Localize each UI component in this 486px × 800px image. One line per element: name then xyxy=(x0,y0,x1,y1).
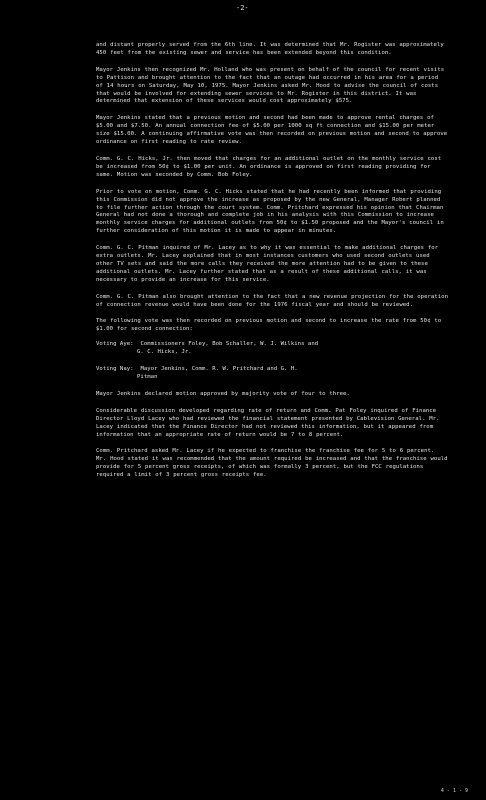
paragraph: The following vote was then recorded on previous motion and second to increase the rate from 50¢ to $1.00 for second connection: xyxy=(96,318,442,333)
vote-names: Commissioners Foley, Bob Schaller, W. J. Wilkins and G. C. Hicks, Jr. xyxy=(137,341,319,356)
paragraph: Comm. G. C. Hicks, Jr. then moved that charges for an additional outlet on the monthly service cost be increased from 50¢ to $1.00 per unit. An ordinance is approved on first reading providing for same. Motion was seconded by Comm. Bob Foley. xyxy=(96,155,442,178)
paragraph: Considerable discussion developed regarding rate of return and Comm. Pat Foley inquired of Finance Director Lloyd Lacey who had reviewed the financial statement presented by Cablevision General. Mr. Lacey indicated that the Finance Director had not reviewed this information, but it appeared from information that an appropriate rate of return would be 7 to 8 percent. xyxy=(96,407,440,438)
paragraph: Mayor Jenkins declared motion approved by majority vote of four to three. xyxy=(96,390,350,397)
vote-record-nay xyxy=(96,366,448,382)
paragraph: Mayor Jenkins stated that a previous motion and second had been made to approve rental charges of $5.00 and $7.50. An annual connection fee of $5.00 per 1000 sq ft connection and $15.00 per meter size $15.00. A continuing affirmative vote was then recorded on previous motion and second to approve ordinance on first reading to rate review. xyxy=(96,115,448,146)
paragraph: Comm. G. C. Pitman also brought attention to the fact that a new revenue projection for the operation of connection revenue would have been done for the 1976 fiscal year and should be reviewed. xyxy=(96,293,448,308)
vote-record-aye xyxy=(96,341,448,357)
paragraph: Prior to vote on motion, Comm. G. C. Hicks stated that he had recently been informed that providing this Commission did not approve the increase as proposed by the new General, Manager Robert planned to file further action through the court system. Comm. Pritchard expressed his opinion that Chairman General had not done a thorough and complete job in his analysis with this Commission to increase monthly service charges for additional outlets from 50¢ to $1.50 proposed and the Mayor's council in further consideration of this motion it is made to appear in minutes. xyxy=(96,188,444,235)
document-body xyxy=(96,42,448,489)
page-number: -2- xyxy=(236,4,249,12)
paragraph: Comm. G. C. Pitman inquired of Mr. Lacey as to why it was essential to make additional charges for extra outlets. Mr. Lacey explained that in most instances customers who used second outlets used other TV sets and said the more calls they received the more attention had to be given to these additional outlets. Mr. Lacey further stated that as a result of these additional calls, it was necessary to provide an increase for this service. xyxy=(96,245,439,283)
vote-label: Voting Nay: xyxy=(96,366,134,373)
paragraph: and distant properly served from the 6th line. It was determined that Mr. Rogister was approximately 450 feet from the existing sewer and service has been extended beyond this condition. xyxy=(96,42,444,56)
paragraph: Comm. Pritchard asked Mr. Lacey if he expected to franchise the franchise fee for 5 to 6 percent. Mr. Hood stated it was recommended that the amount required be increased and that the franchise would provide for 5 percent gross receipts, of which was formally 3 percent, but the FCC regulations required a limit of 3 percent gross receipts fee. xyxy=(96,448,448,479)
page-identifier: 4 - 1 - 9 xyxy=(440,788,468,794)
paragraph: Mayor Jenkins then recognized Mr. Holland who was present on behalf of the council for recent visits to Pattison and brought attention to the fact that an outage had occurred in his area for a period of 14 hours on Saturday, May 10, 1975. Mayor Jenkins asked Mr. Hood to advise the council of costs that would be involved for extending sewer services to Mr. Rogister in this district. It was determined that extension of these services would cost approximately $575. xyxy=(96,66,445,105)
vote-names: Mayor Jenkins, Comm. R. W. Pritchard and G. H. Pitman xyxy=(137,366,298,380)
vote-label: Voting Aye: xyxy=(96,341,134,348)
